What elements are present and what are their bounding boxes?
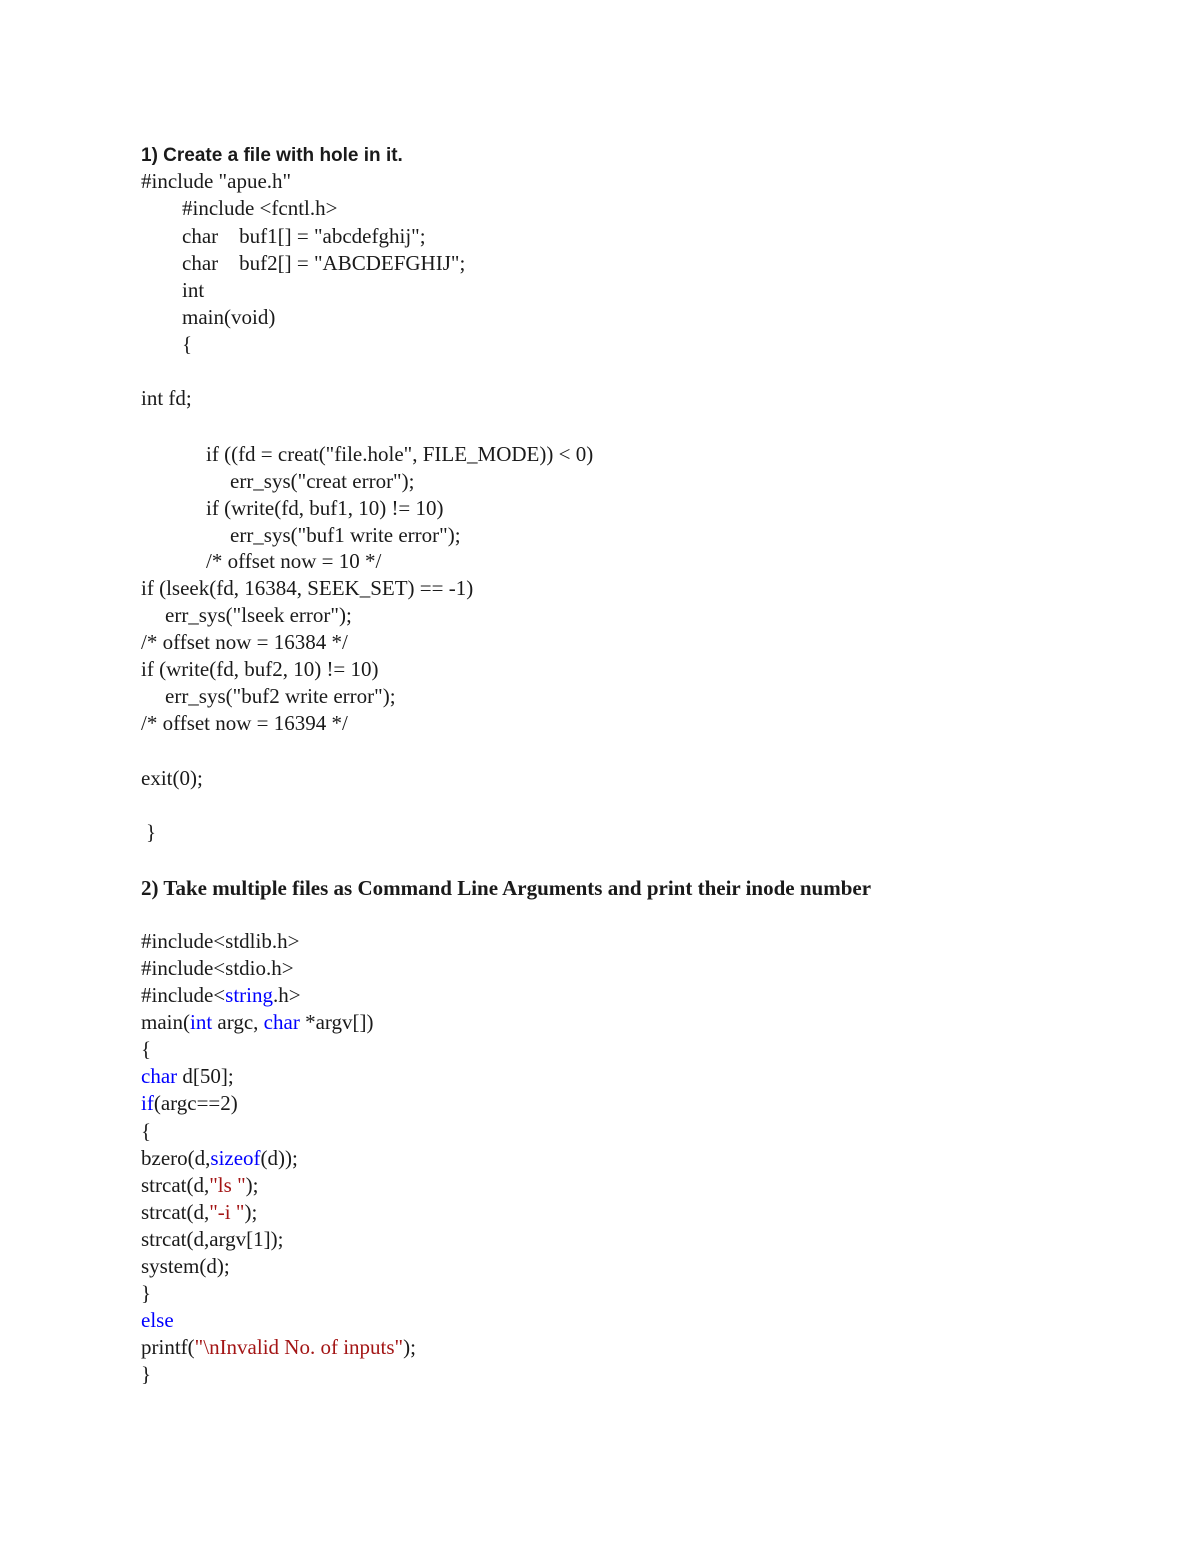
code-line: } xyxy=(141,1362,152,1386)
code-line: } xyxy=(141,1281,152,1305)
code-line: int xyxy=(182,278,205,302)
code-line: #include<string.h> xyxy=(141,983,301,1007)
code-line: strcat(d,"-i "); xyxy=(141,1200,258,1224)
code-line: if ((fd = creat("file.hole", FILE_MODE)) < 0) xyxy=(206,442,594,466)
code-line: #include <fcntl.h> xyxy=(182,196,338,220)
code-line: if (write(fd, buf2, 10) != 10) xyxy=(141,657,379,681)
code-line: main(int argc, char *argv[]) xyxy=(141,1010,374,1034)
code-line: { xyxy=(141,1037,152,1061)
code-line: err_sys("buf1 write error"); xyxy=(230,523,461,547)
code-line: exit(0); xyxy=(141,766,203,790)
code-line: err_sys("buf2 write error"); xyxy=(165,684,396,708)
code-line: if (write(fd, buf1, 10) != 10) xyxy=(206,496,444,520)
code-line: { xyxy=(182,332,193,356)
code-line: bzero(d,sizeof(d)); xyxy=(141,1146,298,1170)
code-line: if (lseek(fd, 16384, SEEK_SET) == -1) xyxy=(141,576,474,600)
code-line: main(void) xyxy=(182,305,276,329)
code-line: int fd; xyxy=(141,386,192,410)
code-line: } xyxy=(146,820,157,844)
code-line: char buf2[] = "ABCDEFGHIJ"; xyxy=(182,251,466,275)
code-line: printf("\nInvalid No. of inputs"); xyxy=(141,1335,416,1359)
code-line: /* offset now = 16394 */ xyxy=(141,711,348,735)
code-line: char d[50]; xyxy=(141,1064,234,1088)
code-line: /* offset now = 16384 */ xyxy=(141,630,348,654)
code-line: err_sys("creat error"); xyxy=(230,469,415,493)
section2-heading: 2) Take multiple files as Command Line Arguments and print their inode number xyxy=(141,876,872,900)
code-line: #include "apue.h" xyxy=(141,169,292,193)
code-line: system(d); xyxy=(141,1254,230,1278)
code-line: strcat(d,"ls "); xyxy=(141,1173,259,1197)
section1-heading: 1) Create a file with hole in it. xyxy=(141,145,403,166)
code-line: #include<stdio.h> xyxy=(141,956,294,980)
code-line: err_sys("lseek error"); xyxy=(165,603,352,627)
code-line: char buf1[] = "abcdefghij"; xyxy=(182,224,426,248)
code-line: strcat(d,argv[1]); xyxy=(141,1227,284,1251)
code-line: #include<stdlib.h> xyxy=(141,929,300,953)
code-line: /* offset now = 10 */ xyxy=(206,549,382,573)
code-line: { xyxy=(141,1119,152,1143)
code-line: if(argc==2) xyxy=(141,1091,238,1115)
code-line: else xyxy=(141,1308,174,1332)
